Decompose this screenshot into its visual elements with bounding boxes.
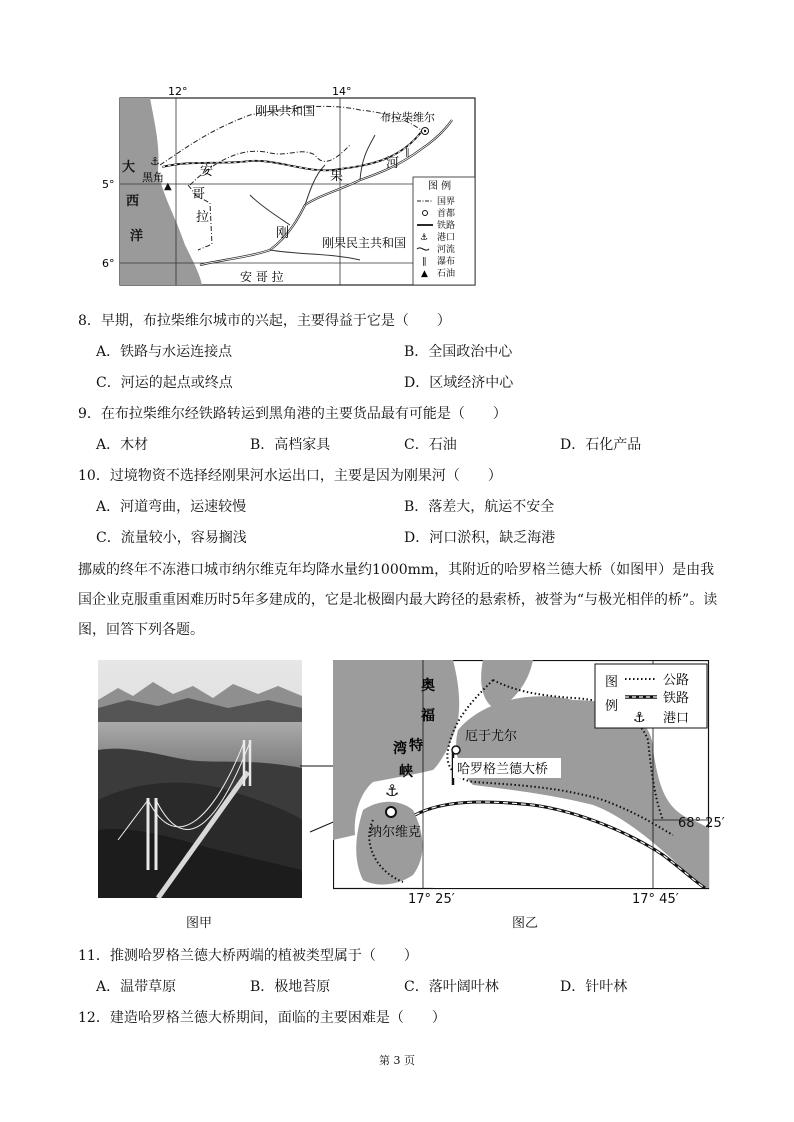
q11-option-b[interactable]: B．极地苔原 <box>250 979 331 995</box>
river-char-guo: 果 <box>330 169 344 184</box>
question-9-stem: 9．在布拉柴维尔经铁路转运到黑角港的主要货品最有可能是（ ） <box>78 406 507 422</box>
svg-text:▲: ▲ <box>164 181 172 192</box>
lat-label-6: 6° <box>102 257 115 270</box>
legend2-railway: 铁路 <box>663 691 690 706</box>
fjord-char-2: 福 <box>421 708 435 724</box>
label-narvik: 纳尔维克 <box>369 825 422 840</box>
legend-river: 河流 <box>437 245 456 255</box>
river-char-he: 河 <box>386 156 400 171</box>
question-10-stem: 10．过境物资不选择经刚果河水运出口，主要是因为刚果河（ ） <box>78 468 502 484</box>
lon-label-17-45: 17° 45′ <box>632 892 679 907</box>
legend-waterfall: 瀑布 <box>437 257 456 267</box>
legend2-title-2: 例 <box>605 699 619 714</box>
label-angola-bottom: 安 哥 拉 <box>240 270 284 284</box>
legend-border: 国界 <box>437 197 456 207</box>
q10-option-d[interactable]: D．河口淤积，缺乏海港 <box>404 530 556 546</box>
fjord-char-5: 湾 <box>393 741 407 757</box>
question-11-stem: 11．推测哈罗格兰德大桥两端的植被类型属于（ ） <box>78 948 418 964</box>
q11-option-a[interactable]: A．温带草原 <box>96 979 177 995</box>
label-pointe-noire: 黑角 <box>142 171 164 184</box>
label-drc: 刚果民主共和国 <box>322 236 407 250</box>
legend-capital: 首都 <box>437 209 456 219</box>
svg-text:∥: ∥ <box>405 148 410 158</box>
legend-title: 图 例 <box>428 181 452 192</box>
lat-label-5: 5° <box>102 178 115 191</box>
q9-option-a[interactable]: A．木材 <box>96 437 149 453</box>
label-brazzaville: 布拉柴维尔 <box>380 111 435 124</box>
ocean-char-3: 洋 <box>130 229 144 244</box>
passage: 挪威的终年不冻港口城市纳尔维克年均降水量约1000mm，其附近的哈罗格兰德大桥（如图甲）是由我国企业克服重重困难历时5年多建成的，它是北极圈内最大跨径的悬索桥，被誉为“与极光相伴的桥”。读图，回答下列各题。 <box>78 562 718 638</box>
legend-oil: 石油 <box>437 269 456 279</box>
bridge-photo <box>98 660 302 898</box>
congo-map <box>100 85 480 290</box>
q8-option-a[interactable]: A．铁路与水运连接点 <box>96 344 233 360</box>
q10-option-c[interactable]: C．流量较小，容易搁浅 <box>96 530 247 546</box>
svg-text:⚓: ⚓ <box>385 781 400 800</box>
caption-fig-a: 图甲 <box>186 916 213 931</box>
q11-option-d[interactable]: D．针叶林 <box>560 979 628 995</box>
label-congo-republic: 刚果共和国 <box>255 104 316 118</box>
angola-char-1: 安 <box>200 164 214 179</box>
fjord-char-3: 特 <box>409 738 423 754</box>
label-ojord: 厄于尤尔 <box>465 729 518 744</box>
fjord-char-4: 峡 <box>399 764 413 780</box>
legend2-port-icon: ⚓ <box>633 710 646 726</box>
legend2-road: 公路 <box>663 673 690 688</box>
caption-fig-b: 图乙 <box>512 916 539 931</box>
svg-text:⚓: ⚓ <box>150 155 160 168</box>
label-bridge: 哈罗格兰德大桥 <box>457 762 549 777</box>
legend-railway: 铁路 <box>437 221 456 231</box>
lon-label-14: 14° <box>332 85 352 98</box>
q9-option-b[interactable]: B．高档家具 <box>250 437 331 453</box>
ocean-char-2: 西 <box>126 194 140 209</box>
q10-option-b[interactable]: B．落差大，航运不安全 <box>404 499 555 515</box>
ocean-char-1: 大 <box>122 160 136 175</box>
angola-char-3: 拉 <box>196 210 210 225</box>
legend2-port: 港口 <box>663 711 690 726</box>
q8-option-b[interactable]: B．全国政治中心 <box>404 344 513 360</box>
legend-oil-icon: ▲ <box>421 269 428 279</box>
legend-port-icon: ⚓ <box>420 233 429 243</box>
narvik-map <box>333 660 715 900</box>
river-char-gang: 刚 <box>276 226 290 241</box>
lon-label-17-25: 17° 25′ <box>408 892 455 907</box>
page-footer: 第 3 页 <box>379 1054 415 1067</box>
q8-option-d[interactable]: D．区域经济中心 <box>404 375 514 391</box>
legend-port: 港口 <box>437 233 456 243</box>
legend2-title-1: 图 <box>605 675 619 690</box>
lon-label-12: 12° <box>168 85 188 98</box>
question-12-stem: 12．建造哈罗格兰德大桥期间，面临的主要困难是（ ） <box>78 1010 446 1026</box>
q9-option-d[interactable]: D．石化产品 <box>560 437 642 453</box>
legend-waterfall-icon: ∥ <box>422 257 427 267</box>
q9-option-c[interactable]: C．石油 <box>404 437 457 453</box>
q10-option-a[interactable]: A．河道弯曲，运速较慢 <box>96 499 247 515</box>
q8-option-c[interactable]: C．河运的起点或终点 <box>96 375 233 391</box>
lat-label-68-25: 68° 25′ <box>678 816 725 831</box>
question-8-stem: 8．早期，布拉柴维尔城市的兴起，主要得益于它是（ ） <box>78 313 451 329</box>
angola-char-2: 哥 <box>192 187 206 202</box>
q11-option-c[interactable]: C．落叶阔叶林 <box>404 979 499 995</box>
fjord-char-1: 奥 <box>421 678 435 694</box>
